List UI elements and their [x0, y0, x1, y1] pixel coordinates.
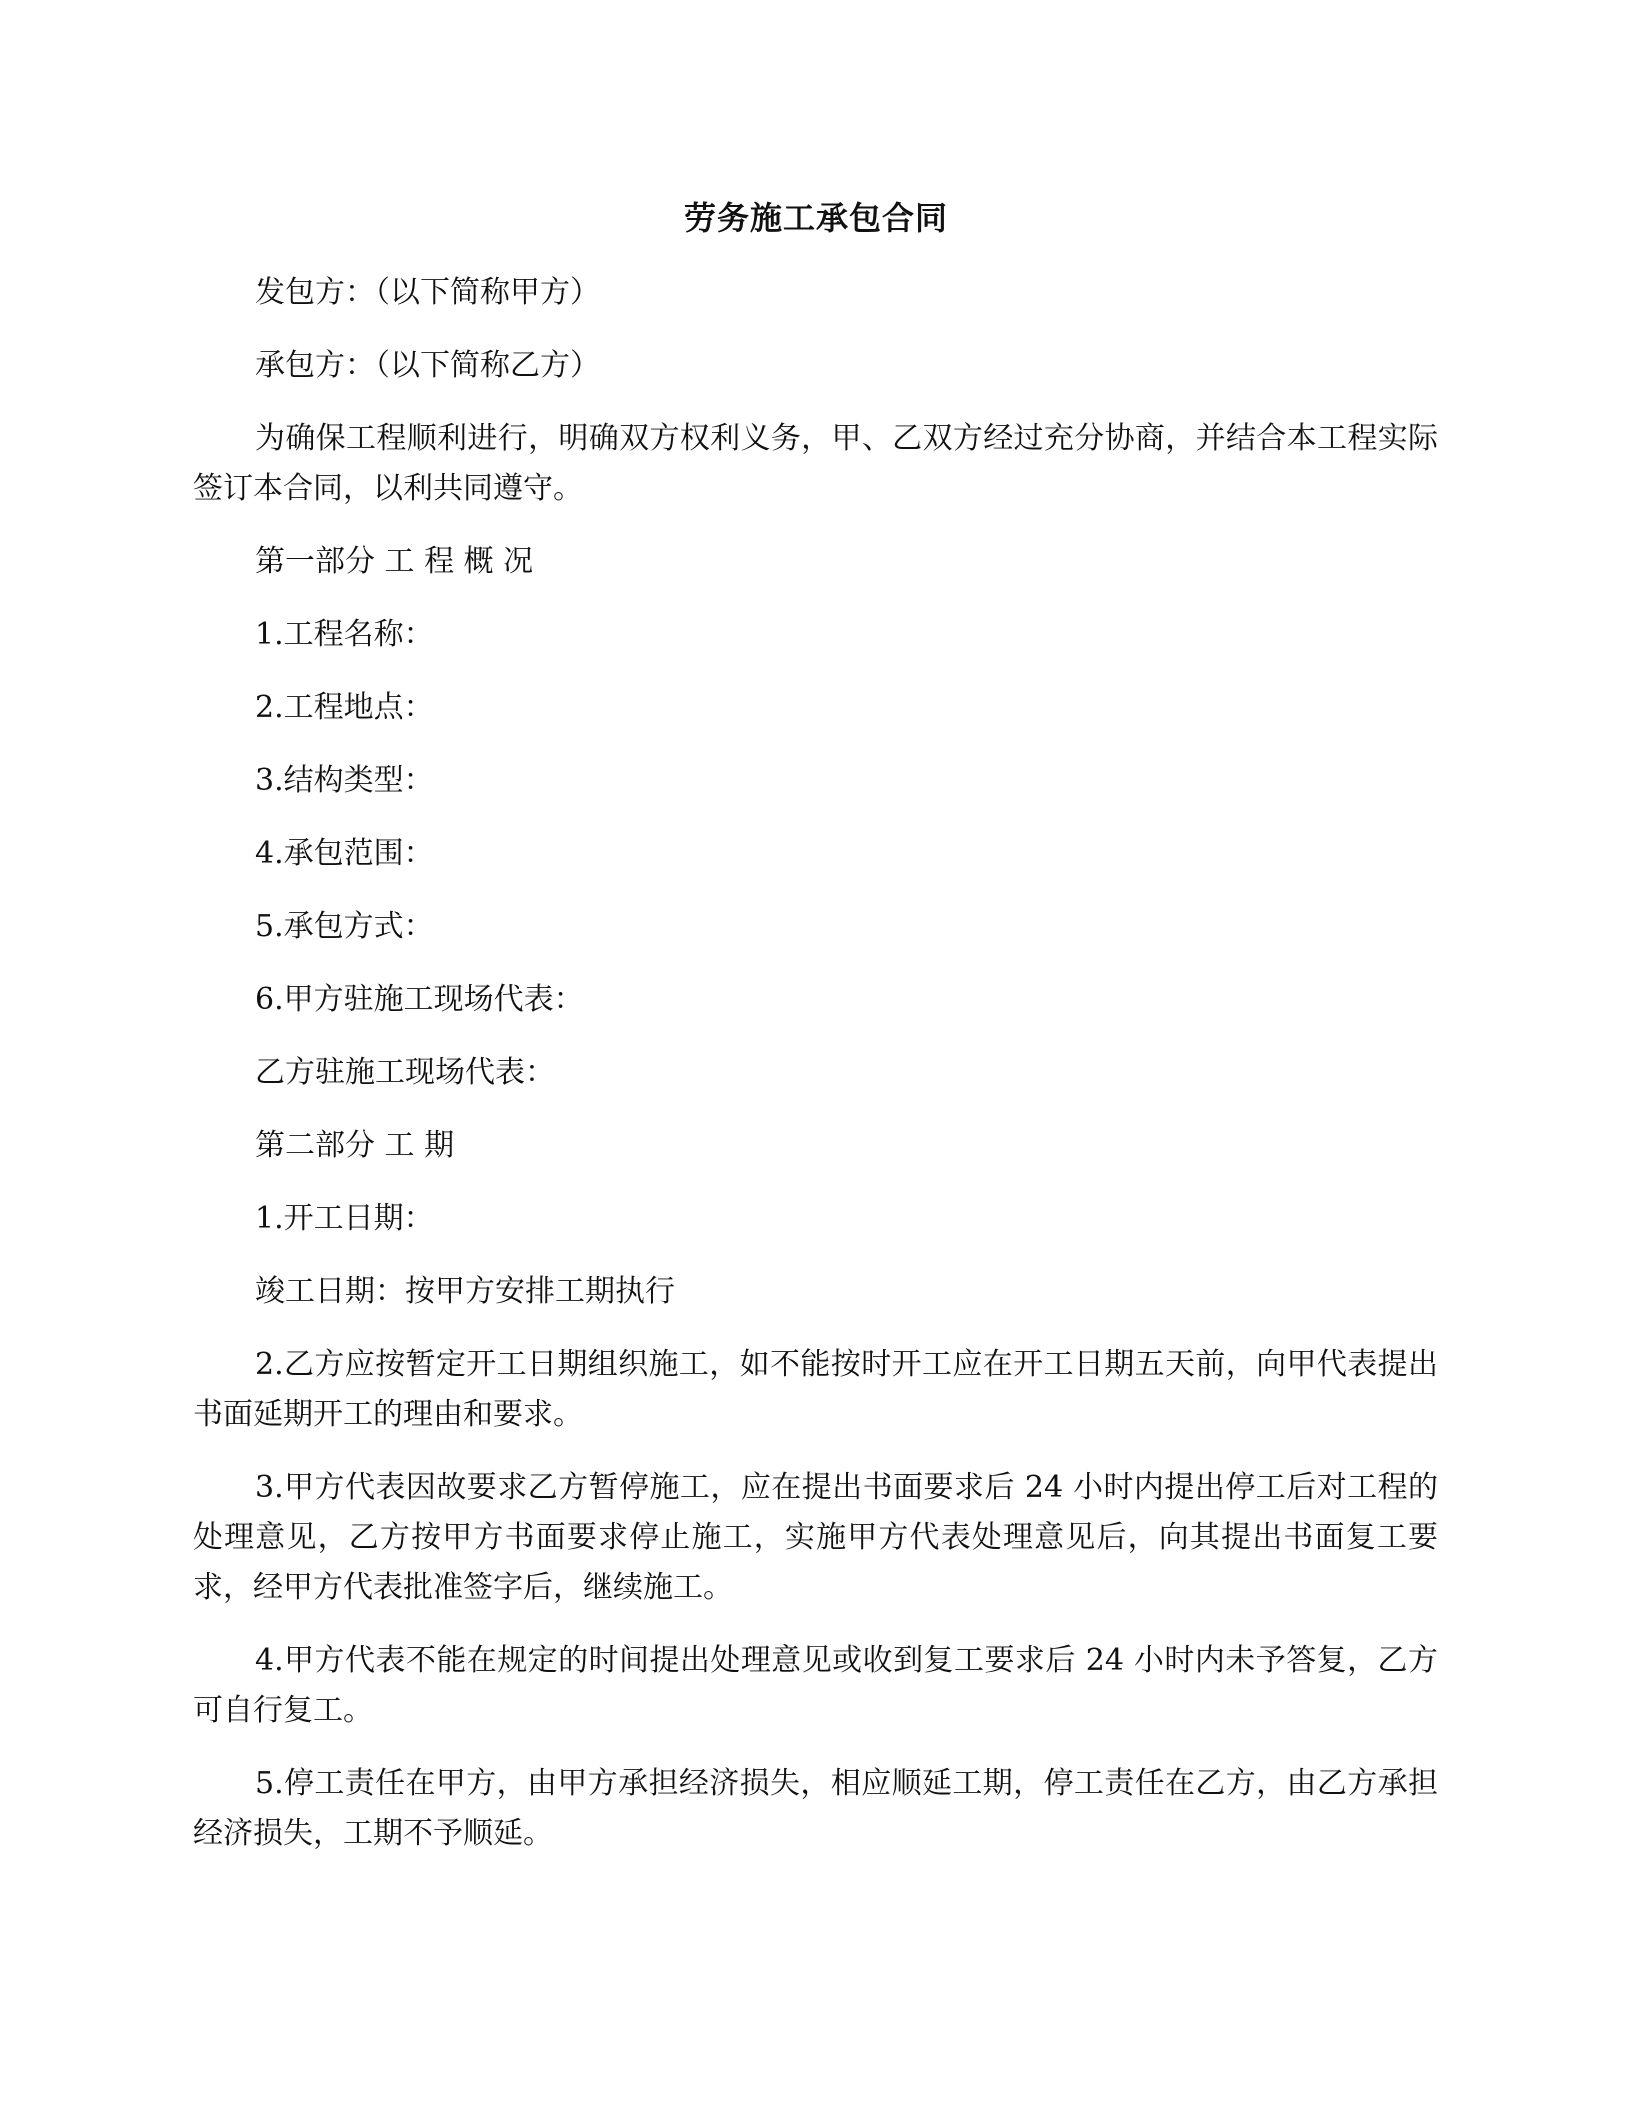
- document-title: 劳务施工承包合同: [683, 199, 948, 237]
- paragraph-preamble: 为确保工程顺利进行，明确双方权利义务，甲、乙双方经过充分协商，并结合本工程实际签订本合同，以利共同遵守。: [193, 421, 1438, 506]
- paragraph-project-location: 2.工程地点：: [255, 690, 434, 725]
- paragraph-party-a-representative: 6.甲方驻施工现场代表：: [255, 982, 584, 1017]
- paragraph-completion-date: 竣工日期：按甲方安排工期执行: [255, 1274, 675, 1309]
- paragraph-party-b-representative: 乙方驻施工现场代表：: [255, 1055, 555, 1090]
- document-body: [193, 268, 1438, 1882]
- paragraph-contract-scope: 4.承包范围：: [255, 836, 434, 871]
- paragraph-party-a: 发包方：（以下简称甲方）: [255, 275, 600, 310]
- section-heading-schedule: 第二部分 工 期: [255, 1128, 455, 1163]
- paragraph-structure-type: 3.结构类型：: [255, 763, 434, 798]
- paragraph-contract-method: 5.承包方式：: [255, 909, 434, 944]
- paragraph-clause-5: 5.停工责任在甲方，由甲方承担经济损失，相应顺延工期，停工责任在乙方，由乙方承担经济损失，工期不予顺延。: [193, 1766, 1438, 1851]
- paragraph-project-name: 1.工程名称：: [255, 617, 434, 652]
- paragraph-clause-3: 3.甲方代表因故要求乙方暂停施工，应在提出书面要求后 24 小时内提出停工后对工程的处理意见，乙方按甲方书面要求停止施工，实施甲方代表处理意见后，向其提出书面复工要求，经甲方代表批准签字后，继续施工。: [193, 1470, 1438, 1605]
- paragraph-clause-4: 4.甲方代表不能在规定的时间提出处理意见或收到复工要求后 24 小时内未予答复，乙方可自行复工。: [193, 1643, 1438, 1728]
- paragraph-clause-2: 2.乙方应按暂定开工日期组织施工，如不能按时开工应在开工日期五天前，向甲代表提出书面延期开工的理由和要求。: [193, 1347, 1438, 1432]
- section-heading-project-overview: 第一部分 工 程 概 况: [255, 544, 534, 579]
- paragraph-party-b: 承包方：（以下简称乙方）: [255, 348, 600, 383]
- paragraph-start-date: 1.开工日期：: [255, 1201, 434, 1236]
